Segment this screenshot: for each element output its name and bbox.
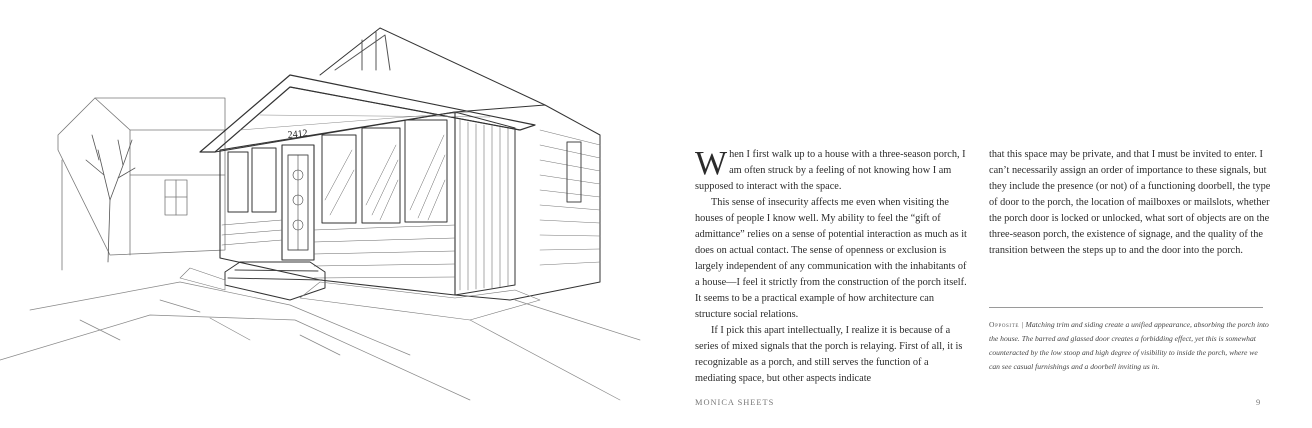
drop-cap: W (695, 145, 728, 182)
paragraph-3: If I pick this apart intellectually, I realize it is because of a series of mixed signals that the porch is relaying. First of all, it is recognizable as a porch, and still serves the function of a mediating space, but other aspects indicate (695, 325, 963, 384)
paragraph-4: that this space may be private, and that I must be invited to enter. I can’t necessarily assign an order of importance to these signals, but they include the presence (or not) of a functioning doorbell, the type of door to the porch, the location of mailboxes or mailslots, whether the porch door is locked or unlocked, what sort of objects are on the three-season porch, the existence of signage, and the quality of the transition between the steps up to and the door into the porch. (989, 149, 1271, 256)
caption-label: Opposite | (989, 320, 1024, 329)
paragraph-1 (695, 147, 970, 195)
right-page (656, 0, 1312, 428)
page-number: 9 (1256, 398, 1261, 407)
paragraph-2: This sense of insecurity affects me even when visiting the houses of people I know well. My ability to feel the “gift of admittance” relies on a sense of potential interaction as much as it does on actual contact. The sense of openness or exclusion is largely independent of any communication with the inhabitants of a house—I feel it strictly from the construction of the porch itself. It seems to be a practical example of how architecture can structure social relations. (695, 197, 967, 320)
paragraph-1-text: hen I first walk up to a house with a three-season porch, I am often struck by a feeling of not knowing how I am supposed to interact with the space. (695, 149, 966, 192)
caption-text: Matching trim and siding create a unified appearance, absorbing the porch into the house. The barred and glassed door creates a forbidding effect, yet this is somewhat counteracted by the low stoop and high degree of visibility to inside the porch, where we can see casual furnishings and a doorbell inviting us in. (989, 320, 1269, 371)
caption-divider (989, 307, 1263, 308)
running-footer-author: MONICA SHEETS (695, 398, 775, 407)
figure-caption (989, 318, 1269, 374)
house-number: 2412 (287, 127, 309, 141)
text-column-1 (695, 147, 970, 387)
text-column-2 (989, 147, 1271, 259)
